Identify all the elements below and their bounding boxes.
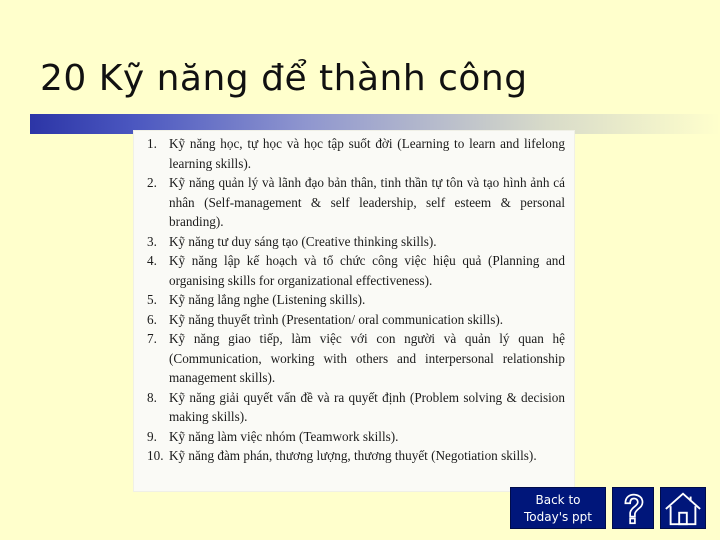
list-item [143, 232, 565, 252]
list-item [143, 388, 565, 427]
item-number: 9. [147, 428, 157, 444]
list-item [143, 134, 565, 173]
list-item [143, 310, 565, 330]
back-to-todays-ppt-button[interactable] [510, 487, 606, 529]
list-item [143, 446, 565, 466]
item-text: Kỹ năng đàm phán, thương lượng, thương thuyết (Negotiation skills). [169, 448, 537, 463]
list-item [143, 251, 565, 290]
item-number: 7. [147, 331, 157, 346]
item-text: Kỹ năng học, tự học và học tập suốt đời (Learning to learn and lifelong learning skills). [169, 136, 565, 171]
item-number: 2. [147, 175, 157, 190]
list-item [143, 290, 565, 310]
item-text: Kỹ năng tư duy sáng tạo (Creative thinking skills). [169, 233, 437, 249]
item-text: Kỹ năng làm việc nhóm (Teamwork skills). [169, 428, 399, 444]
skills-list [133, 130, 575, 466]
item-text: Kỹ năng lắng nghe (Listening skills). [169, 292, 366, 307]
item-text: Kỹ năng giải quyết vấn đề và ra quyết định (Problem solving & decision making skills). [169, 389, 565, 424]
back-button-label-line1: Back to [535, 493, 581, 507]
item-text: Kỹ năng thuyết trình (Presentation/ oral communication skills). [169, 311, 504, 327]
item-text: Kỹ năng lập kế hoạch và tổ chức công việc hiệu quả (Planning and organising skills for organizational effectiveness). [169, 253, 565, 288]
item-number: 4. [147, 253, 157, 268]
item-number: 8. [147, 389, 157, 405]
list-item [143, 173, 565, 232]
back-button-label-line2: Today's ppt [523, 510, 592, 524]
item-number: 3. [147, 233, 157, 249]
home-button[interactable] [660, 487, 706, 529]
list-item [143, 329, 565, 388]
item-number: 1. [147, 136, 157, 151]
item-number: 10. [147, 448, 164, 463]
home-icon [661, 488, 705, 528]
help-button[interactable] [612, 487, 654, 529]
item-text: Kỹ năng quản lý và lãnh đạo bản thân, tinh thần tự tôn và tạo hình ảnh cá nhân (Self-management & self leadership, self esteem & personal branding). [169, 175, 565, 229]
item-number: 5. [147, 292, 157, 307]
slide-title: 20 Kỹ năng để thành công [40, 58, 528, 99]
skills-list-image [133, 130, 575, 492]
question-mark-icon [613, 488, 653, 528]
list-item [143, 427, 565, 447]
item-number: 6. [147, 311, 157, 327]
item-text: Kỹ năng giao tiếp, làm việc với con người và quản lý quan hệ (Communication, working with others and interpersonal relationship management skills). [169, 331, 565, 385]
